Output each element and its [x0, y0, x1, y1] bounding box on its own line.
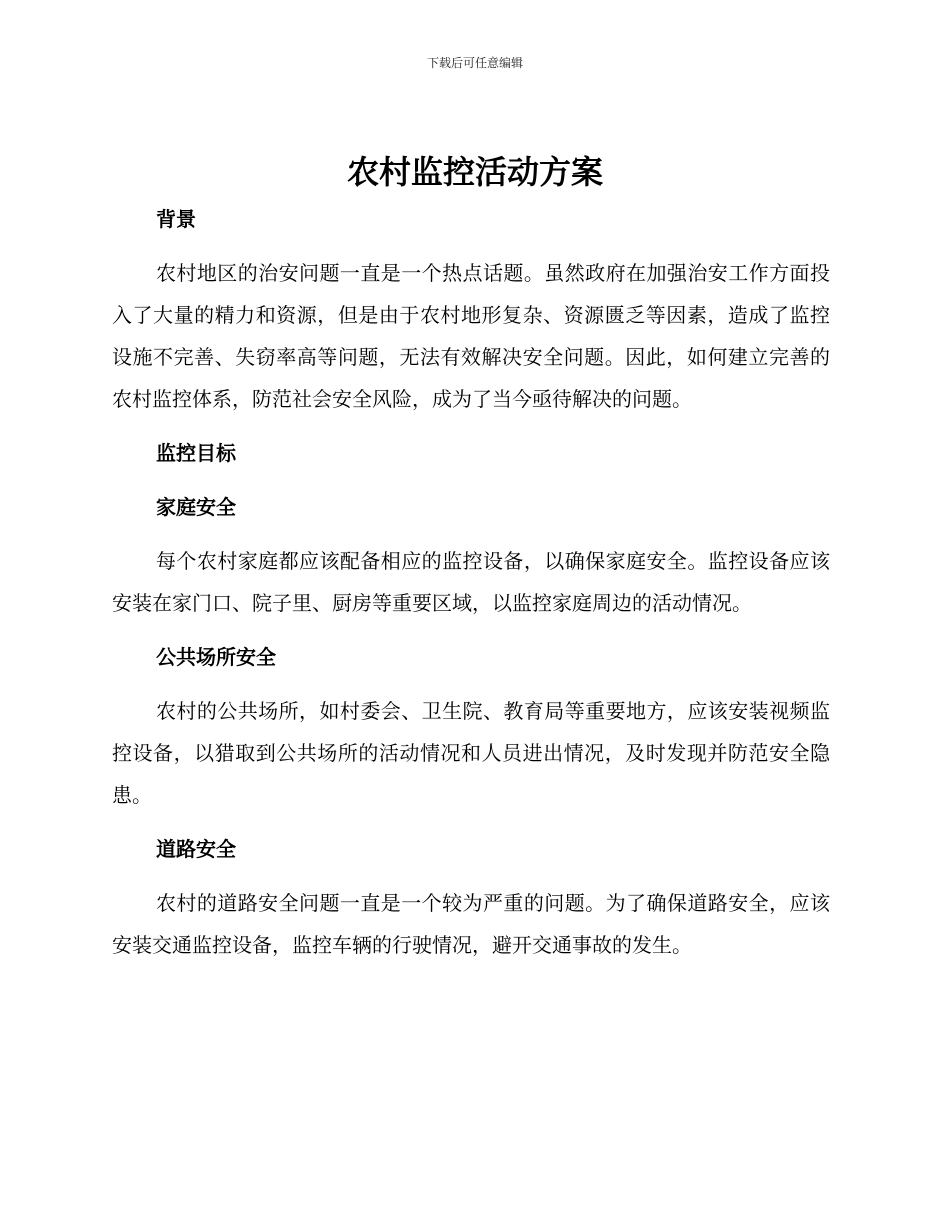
section-heading-public: 公共场所安全	[156, 645, 276, 669]
paragraph-road: 农村的道路安全问题一直是一个较为严重的问题。为了确保道路安全，应该安装交通监控设备，监控车辆的行驶情况，避开交通事故的发生。	[112, 891, 830, 957]
paragraph-background: 农村地区的治安问题一直是一个热点话题。虽然政府在加强治安工作方面投入了大量的精力和资源，但是由于农村地形复杂、资源匮乏等因素，造成了监控设施不完善、失窃率高等问题，无法有效解决安全问题。因此，如何建立完善的农村监控体系，防范社会安全风险，成为了当今亟待解决的问题。	[112, 261, 830, 411]
section-heading-home: 家庭安全	[156, 495, 236, 519]
section-heading-road: 道路安全	[156, 837, 236, 861]
section-heading-background: 背景	[156, 207, 196, 231]
document-title: 农村监控活动方案	[346, 153, 603, 191]
section-heading-goals: 监控目标	[156, 441, 236, 465]
document-body	[112, 198, 830, 966]
header-note: 下载后可任意编辑	[426, 56, 523, 70]
paragraph-public: 农村的公共场所，如村委会、卫生院、教育局等重要地方，应该安装视频监控设备，以猎取到公共场所的活动情况和人员进出情况，及时发现并防范安全隐患。	[112, 699, 830, 807]
paragraph-home: 每个农村家庭都应该配备相应的监控设备，以确保家庭安全。监控设备应该安装在家门口、院子里、厨房等重要区域，以监控家庭周边的活动情况。	[112, 549, 830, 615]
